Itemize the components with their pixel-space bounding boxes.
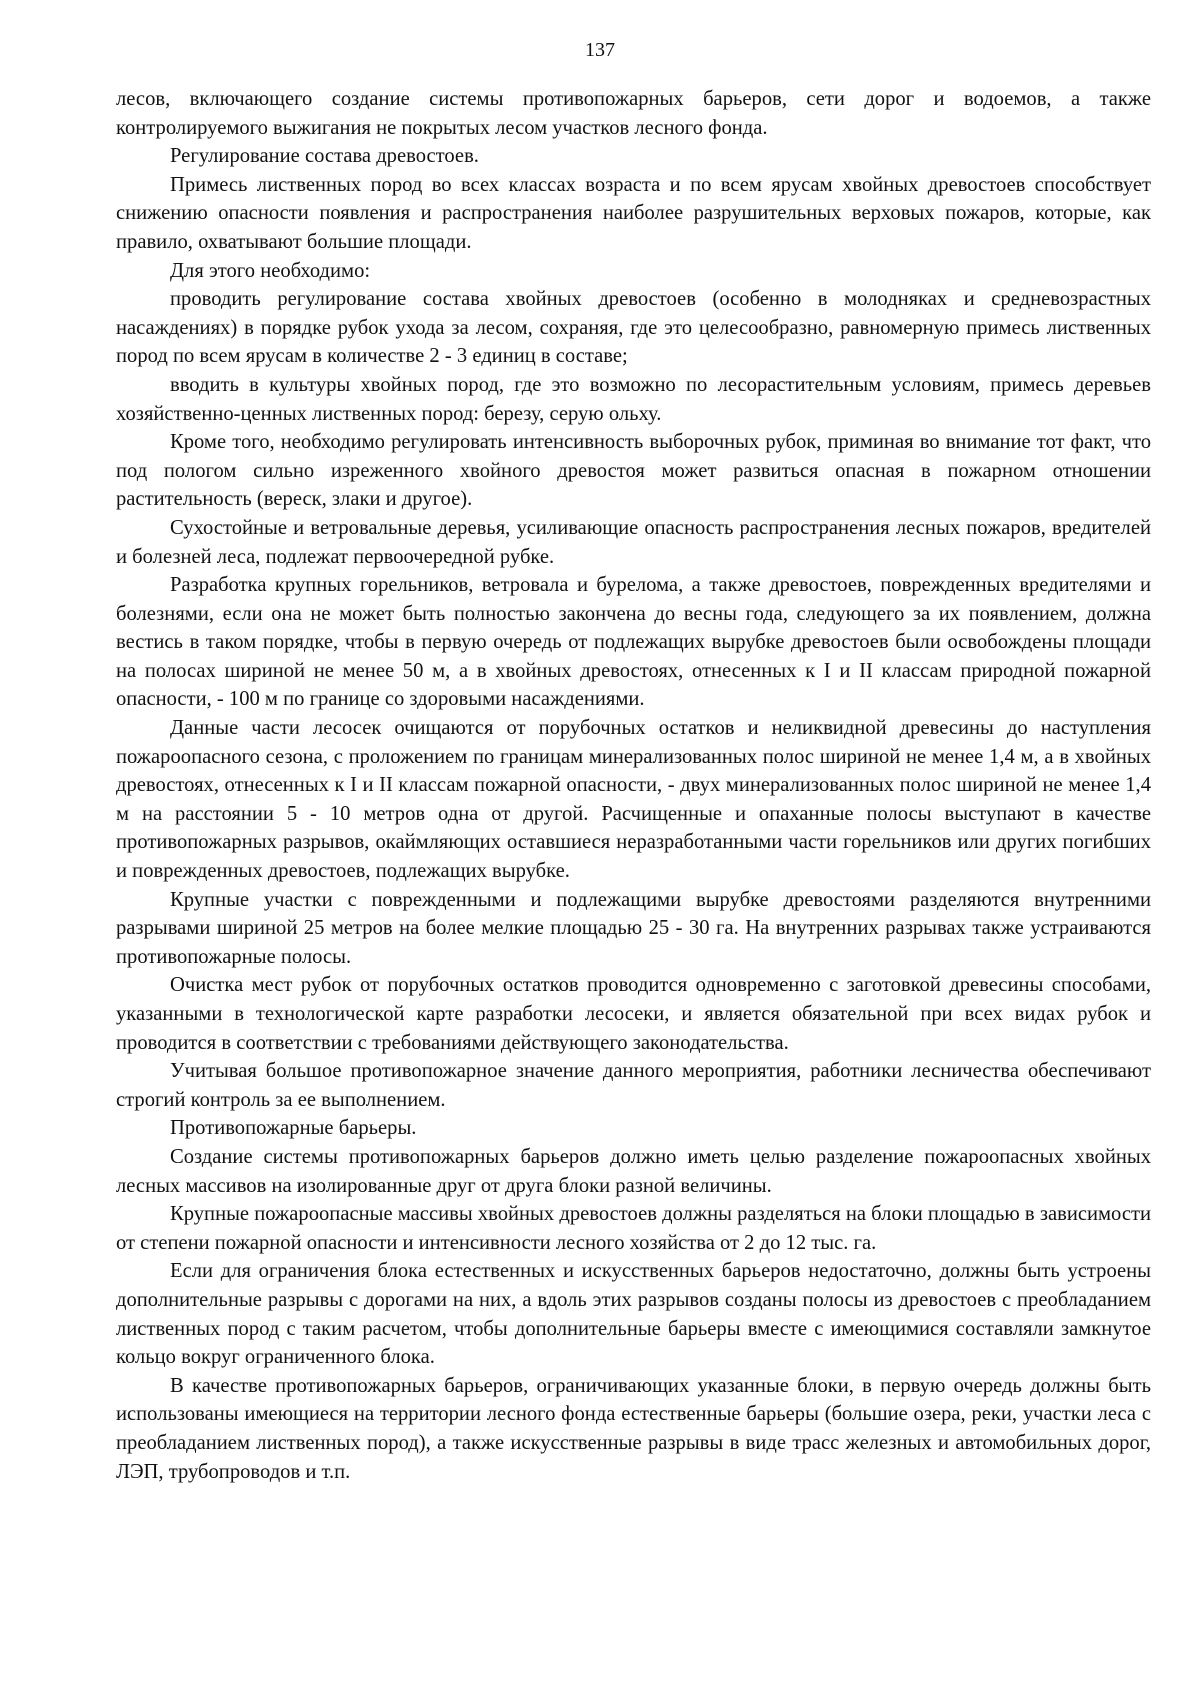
page-number: 137 [585,39,615,61]
paragraph: Для этого необходимо: [170,259,371,282]
document-body [116,85,1151,1486]
paragraph: Данные части лесосек очищаются от порубочных остатков и неликвидной древесины до наступления пожароопасного сезона, с проложением по границам минерализованных полос шириной не менее 1,4 м, а в хвойных древостоях, отнесенных к I и II классам пожарной опасности, - двух минерализованных полос шириной не менее 1,4 м на расстоянии 5 - 10 метров одна от другой. Расчищенные и опаханные полосы выступают в качестве противопожарных разрывов, окаймляющих оставшиеся неразработанными части горельников или других погибших и поврежденных древостоев, подлежащих вырубке. [116,717,1151,883]
paragraph: Крупные пожароопасные массивы хвойных древостоев должны разделяться на блоки площадью в зависимости от степени пожарной опасности и интенсивности лесного хозяйства от 2 до 12 тыс. га. [116,1203,1151,1254]
paragraph: Кроме того, необходимо регулировать интенсивность выборочных рубок, приминая во внимание тот факт, что под пологом сильно изреженного хвойного древостоя может развиться опасная в пожарном отношении растительность (вереск, злаки и другое). [116,431,1151,511]
paragraph: Если для ограничения блока естественных и искусственных барьеров недостаточно, должны быть устроены дополнительные разрывы с дорогами на них, а вдоль этих разрывов созданы полосы из древостоев с преобладанием лиственных пород с таким расчетом, чтобы дополнительные барьеры вместе с имеющимися составляли замкнутое кольцо вокруг ограниченного блока. [116,1260,1151,1369]
paragraph: Учитывая большое противопожарное значение данного мероприятия, работники лесничества обеспечивают строгий контроль за ее выполнением. [116,1060,1151,1111]
list-item: вводить в культуры хвойных пород, где это возможно по лесорастительным условиям, примесь деревьев хозяйственно-ценных лиственных пород: березу, серую ольху. [116,373,1151,425]
paragraph: Разработка крупных горельников, ветровала и бурелома, а также древостоев, поврежденных вредителями и болезнями, если она не может быть полностью закончена до весны года, следующего за их появлением, должна вестись в таком порядке, чтобы в первую очередь от подлежащих вырубке древостоев были освобождены площади на полосах шириной не менее 50 м, а в хвойных древостоях, отнесенных к I и II классам природной пожарной опасности, - 100 м по границе со здоровыми насаждениями. [116,574,1151,711]
paragraph: Сухостойные и ветровальные деревья, усиливающие опасность распространения лесных пожаров, вредителей и болезней леса, подлежат первоочередной рубке. [116,516,1151,568]
paragraph: Очистка мест рубок от порубочных остатков проводится одновременно с заготовкой древесины способами, указанными в технологической карте разработки лесосеки, и является обязательной при всех видах рубок и проводится в соответствии с требованиями действующего законодательства. [116,974,1151,1054]
list-item: проводить регулирование состава хвойных древостоев (особенно в молодняках и средневозрастных насаждениях) в порядке рубок ухода за лесом, сохраняя, где это целесообразно, равномерную примесь лиственных пород по всем ярусам в количестве 2 - 3 единиц в составе; [116,288,1151,368]
paragraph: В качестве противопожарных барьеров, ограничивающих указанные блоки, в первую очередь должны быть использованы имеющиеся на территории лесного фонда естественные барьеры (большие озера, реки, участки леса с преобладанием лиственных пород), а также искусственные разрывы в виде трасс железных и автомобильных дорог, ЛЭП, трубопроводов и т.п. [116,1374,1151,1483]
paragraph: Крупные участки с поврежденными и подлежащими вырубке древостоями разделяются внутренними разрывами шириной 25 метров на более мелкие площадью 25 - 30 га. На внутренних разрывах также устраиваются противопожарные полосы. [116,888,1151,968]
paragraph-continuation: лесов, включающего создание системы противопожарных барьеров, сети дорог и водоемов, а также контролируемого выжигания не покрытых лесом участков лесного фонда. [116,88,1151,139]
paragraph-subheading-barriers: Противопожарные барьеры. [170,1117,417,1140]
paragraph: Создание системы противопожарных барьеров должно иметь целью разделение пожароопасных хвойных лесных массивов на изолированные друг от друга блоки разной величины. [116,1145,1151,1197]
paragraph-subheading-composition: Регулирование состава древостоев. [170,145,479,168]
paragraph: Примесь лиственных пород во всех классах возраста и по всем ярусам хвойных древостоев способствует снижению опасности появления и распространения наиболее разрушительных верховых пожаров, которые, как правило, охватывают большие площади. [116,173,1151,253]
